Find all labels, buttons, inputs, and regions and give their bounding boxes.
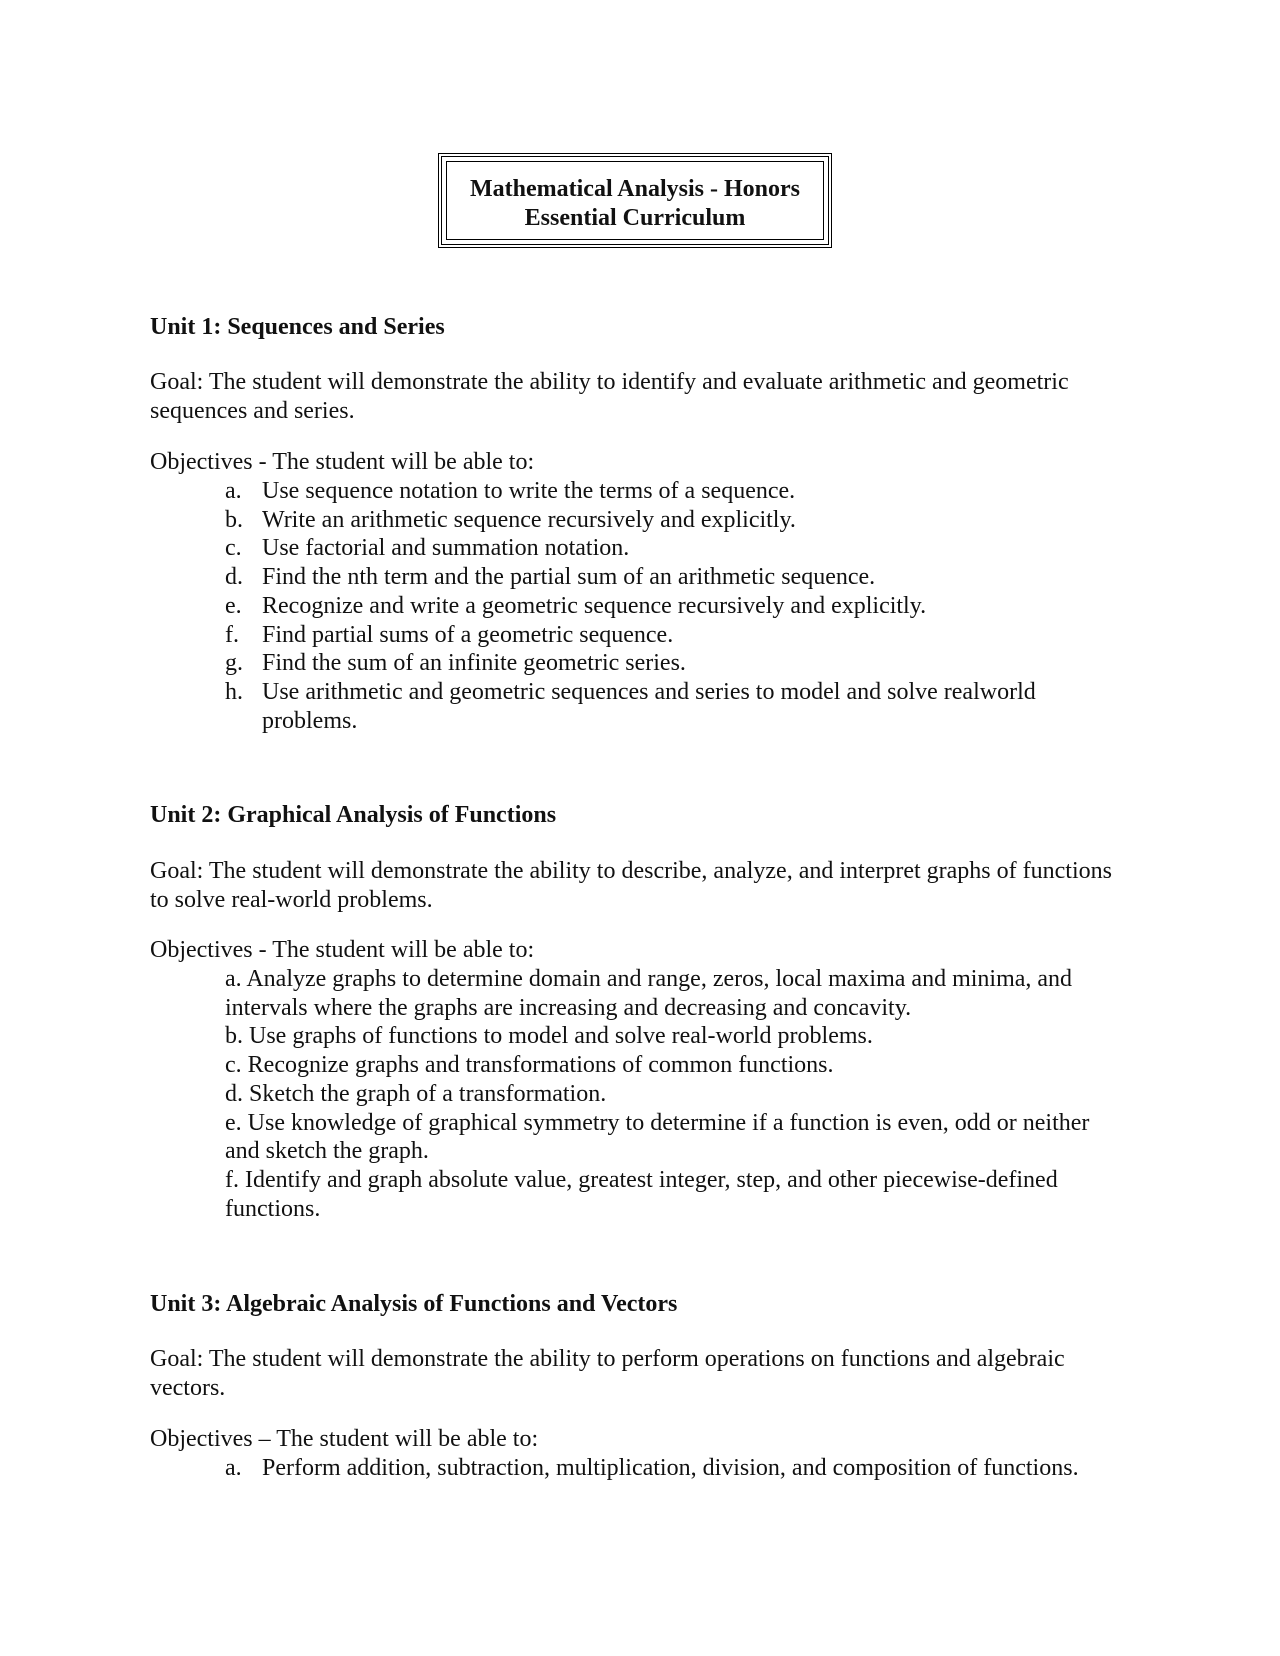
- list-item: f. Identify and graph absolute value, greatest integer, step, and other piecewise-defined functions.: [225, 1166, 1058, 1222]
- document-title-box: [438, 153, 832, 248]
- unit-2-heading: Unit 2: Graphical Analysis of Functions: [150, 802, 557, 828]
- list-item: c. Use factorial and summation notation.: [225, 535, 630, 562]
- unit-3-objectives-intro: Objectives – The student will be able to:: [150, 1426, 539, 1452]
- list-item: e. Recognize and write a geometric sequence recursively and explicitly.: [225, 592, 927, 619]
- list-item: c. Recognize graphs and transformations of common functions.: [225, 1052, 834, 1079]
- list-item: f. Find partial sums of a geometric sequence.: [225, 621, 674, 648]
- unit-3-heading: Unit 3: Algebraic Analysis of Functions and Vectors: [150, 1291, 678, 1317]
- list-item: a. Analyze graphs to determine domain and range, zeros, local maxima and minima, and intervals where the graphs are increasing and decreasing and concavity.: [225, 966, 1073, 1021]
- list-item: g. Find the sum of an infinite geometric series.: [225, 650, 686, 677]
- unit-1-goal: Goal: The student will demonstrate the ability to identify and evaluate arithmetic and geometric sequences and series.: [150, 369, 1069, 424]
- unit-1-objectives-list: [150, 477, 1130, 735]
- list-item: d. Find the nth term and the partial sum of an arithmetic sequence.: [225, 564, 876, 591]
- list-item: b. Write an arithmetic sequence recursively and explicitly.: [225, 506, 796, 533]
- unit-1-objectives-intro: Objectives - The student will be able to:: [150, 449, 535, 475]
- unit-2-objectives-list: [225, 965, 1130, 1223]
- unit-1-heading: Unit 1: Sequences and Series: [150, 314, 445, 340]
- list-item: d. Sketch the graph of a transformation.: [225, 1080, 607, 1107]
- unit-2-objectives-intro: Objectives - The student will be able to:: [150, 937, 535, 963]
- list-item: e. Use knowledge of graphical symmetry to determine if a function is even, odd or neither and sketch the graph.: [225, 1109, 1090, 1165]
- list-item: a. Perform addition, subtraction, multiplication, division, and composition of functions.: [225, 1455, 1079, 1481]
- list-item: a. Use sequence notation to write the terms of a sequence.: [225, 478, 796, 504]
- unit-3-goal: Goal: The student will demonstrate the ability to perform operations on functions and algebraic vectors.: [150, 1346, 1065, 1401]
- list-item: h. Use arithmetic and geometric sequences and series to model and solve realworld problems.: [225, 678, 1036, 734]
- unit-2-goal: Goal: The student will demonstrate the ability to describe, analyze, and interpret graphs of functions to solve real-world problems.: [150, 858, 1112, 913]
- document-title: Mathematical Analysis - Honors: [470, 176, 800, 202]
- list-item: b. Use graphs of functions to model and solve real-world problems.: [225, 1023, 873, 1050]
- document-subtitle: Essential Curriculum: [524, 205, 746, 231]
- unit-3-objectives-list: [150, 1454, 1130, 1483]
